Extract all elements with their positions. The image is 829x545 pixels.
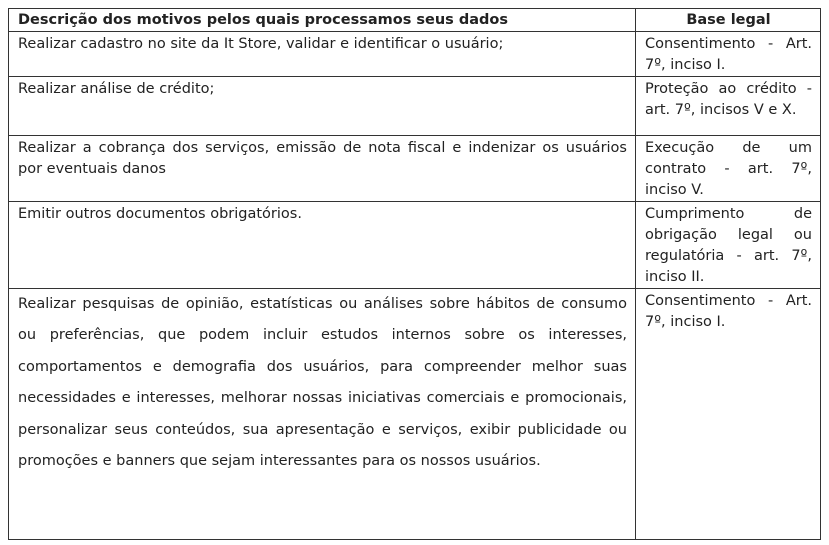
row-legal-basis: Consentimento - Art. 7º, inciso I.: [636, 32, 821, 77]
row-description: Emitir outros documentos obrigatórios.: [9, 202, 636, 289]
table-row: [9, 77, 821, 136]
table-body: [9, 32, 821, 540]
table-row: [9, 136, 821, 202]
row-description: Realizar a cobrança dos serviços, emissão de nota fiscal e indenizar os usuários por eventuais danos: [9, 136, 636, 202]
row-legal-basis: Proteção ao crédito - art. 7º, incisos V e X.: [636, 77, 821, 136]
row-legal-basis: Consentimento - Art. 7º, inciso I.: [636, 289, 821, 540]
data-processing-table: [8, 8, 821, 540]
header-legal-basis: Base legal: [636, 9, 821, 32]
row-description: Realizar análise de crédito;: [9, 77, 636, 136]
row-description: Realizar pesquisas de opinião, estatísticas ou análises sobre hábitos de consumo ou preferências, que podem incluir estudos internos sobre os interesses, comportamentos e demografia dos usuários, para compreender melhor suas necessidades e interesses, melhorar nossas iniciativas comerciais e promocionais, personalizar seus conteúdos, sua apresentação e serviços, exibir publicidade ou promoções e banners que sejam interessantes para os nossos usuários.: [9, 289, 636, 540]
table-row: [9, 202, 821, 289]
header-description: Descrição dos motivos pelos quais processamos seus dados: [9, 9, 636, 32]
table-row: [9, 289, 821, 540]
row-description: Realizar cadastro no site da It Store, validar e identificar o usuário;: [9, 32, 636, 77]
row-legal-basis: Execução de um contrato - art. 7º, inciso V.: [636, 136, 821, 202]
table-row: [9, 32, 821, 77]
table-header: [9, 9, 821, 32]
row-legal-basis: Cumprimento de obrigação legal ou regulatória - art. 7º, inciso II.: [636, 202, 821, 289]
header-row: [9, 9, 821, 32]
